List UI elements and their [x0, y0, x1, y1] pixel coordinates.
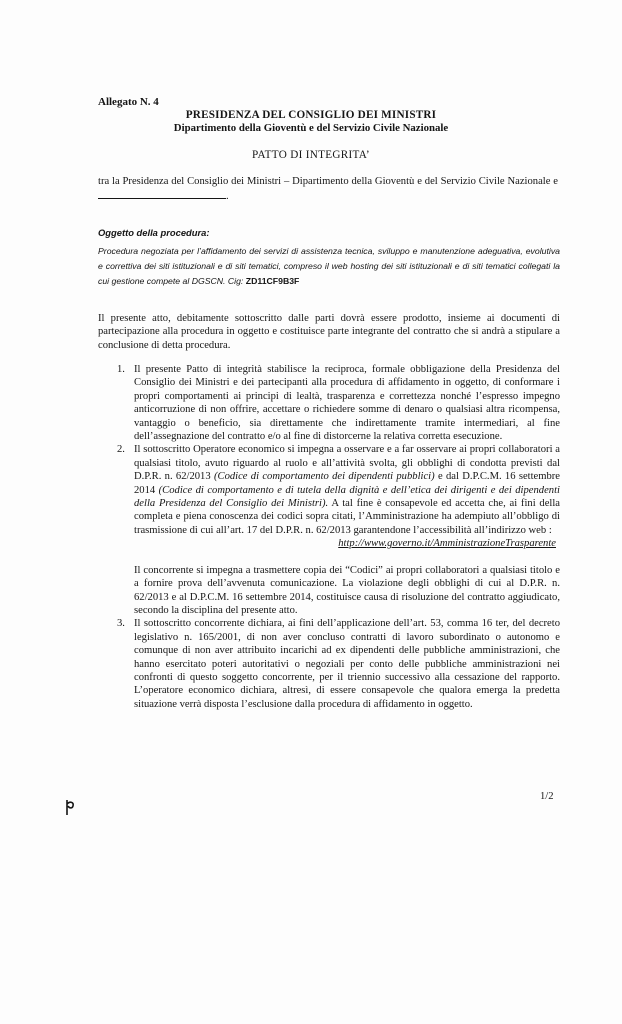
link-line — [134, 537, 560, 550]
clauses-list — [98, 363, 560, 711]
item-text: e dal D.P.C.M. 16 settembre 2014 — [134, 471, 561, 496]
document-title: PATTO DI INTEGRITA’ — [252, 149, 370, 161]
intro-paragraph — [98, 175, 558, 204]
item-text: A tal fine è consapevole ed accetta che, ai fini della completa e piena conoscenza dei codici sopra citati, l’Amministrazione ha adempiuto all’obbligo di trasmissione di cui all’art. 17 del D.P.R. n. 62/2013 garantendone l’accessibilità all’indirizzo web : — [134, 498, 560, 536]
department-heading: Dipartimento della Gioventù e del Servizio Civile Nazionale — [173, 122, 449, 134]
intro-text: tra la Presidenza del Consiglio dei Ministri – Dipartimento della Gioventù e del Servizio Civile Nazionale e — [98, 176, 558, 187]
allegato-label: Allegato N. 4 — [98, 96, 159, 108]
item-number: 2. — [117, 444, 125, 456]
item-text: Il sottoscritto Operatore economico si impegna a osservare e a far osservare ai propri collaboratori a qualsiasi titolo, avuto riguardo al ruolo e all’attività svolta, gli obblighi di condotta previsti dal D.P.R. n. 62/2013 — [134, 444, 560, 483]
oggetto-title: Oggetto della procedura: — [98, 227, 210, 238]
item-text: Il presente Patto di integrità stabilisce la reciproca, formale obbligazione della Presidenza del Consiglio dei Ministri e dei partecipanti alla procedura di affidamento in oggetto, di conformare i propri comportamenti ai principi di lealtà, trasparenza e correttezza nonché l’espresso impegno anticorruzione di non offrire, accettare o richiedere somme di denaro o qualsiasi altra ricompensa, vantaggio o beneficio, sia direttamente che indirettamente tramite intermediari, al fine dell’assegnazione del contratto e/o al fine di distorcerne la relativa corretta esecuzione. — [134, 364, 560, 443]
body-paragraph: Il presente atto, debitamente sottoscritto dalle parti dovrà essere prodotto, insieme ai documenti di partecipazione alla procedura in oggetto e costituisce parte integrante del contratto che si andrà a stipulare a conclusione di detta procedura. — [98, 313, 560, 351]
oggetto-description: Procedura negoziata per l’affidamento dei servizi di assistenza tecnica, sviluppo e manutenzione adeguativa, evolutiva e correttiva dei siti istituzionali e di siti tematici, compreso il web hosting dei siti istituzionali e di siti tematici collegati la cui gestione compete al DGSCN. Cig: — [98, 246, 560, 287]
list-item — [98, 363, 560, 443]
item-subparagraph: Il concorrente si impegna a trasmettere copia dei “Codici” ai propri collaboratori a qualsiasi titolo e a fornire prova dell’avvenuta comunicazione. La violazione degli obblighi di cui al D.P.R. n. 62/2013 e al D.P.C.M. 16 settembre 2014, costituisce causa di risoluzione del contratto aggiudicato, secondo la disciplina del presente atto. — [134, 564, 560, 616]
item-italic: (Codice di comportamento dei dipendenti pubblici) — [213, 471, 435, 483]
page-number: 1/2 — [540, 791, 554, 802]
presidency-heading: PRESIDENZA DEL CONSIGLIO DEI MINISTRI — [185, 109, 437, 121]
trasparenza-link[interactable]: http://www.governo.it/AmministrazioneTrasparente — [338, 538, 556, 550]
list-item — [98, 443, 560, 617]
list-item — [98, 617, 560, 711]
item-number: 1. — [117, 364, 125, 375]
cig-code: ZD11CF9B3F — [245, 276, 300, 287]
oggetto-text — [98, 244, 560, 290]
blank-line — [98, 188, 226, 199]
intro-end: . — [226, 191, 229, 203]
item-text: Il sottoscritto concorrente dichiara, ai fini dell’applicazione dell’art. 53, comma 16 ter, del decreto legislativo n. 165/2001, di non aver concluso contratti di lavoro subordinato o autonomo e comunque di non aver attribuito incarichi ad ex dipendenti delle pubbliche amministrazioni, che hanno esercitato poteri autoritativi o negoziali per conto delle pubbliche amministrazioni nei confronti di questo soggetto concorrente, per il triennio successivo alla cessazione del rapporto. L’operatore economico dichiara, altresì, di essere consapevole che qualora emerga la predetta situazione verrà disposta l’esclusione dalla procedura di affidamento in oggetto. — [134, 618, 560, 710]
item-number: 3. — [117, 618, 125, 630]
initials-mark — [65, 798, 77, 816]
item-italic: (Codice di comportamento e di tutela della dignità e dell’etica dei dirigenti e dei dipendenti della Presidenza del Consiglio dei Ministri). — [134, 484, 560, 510]
